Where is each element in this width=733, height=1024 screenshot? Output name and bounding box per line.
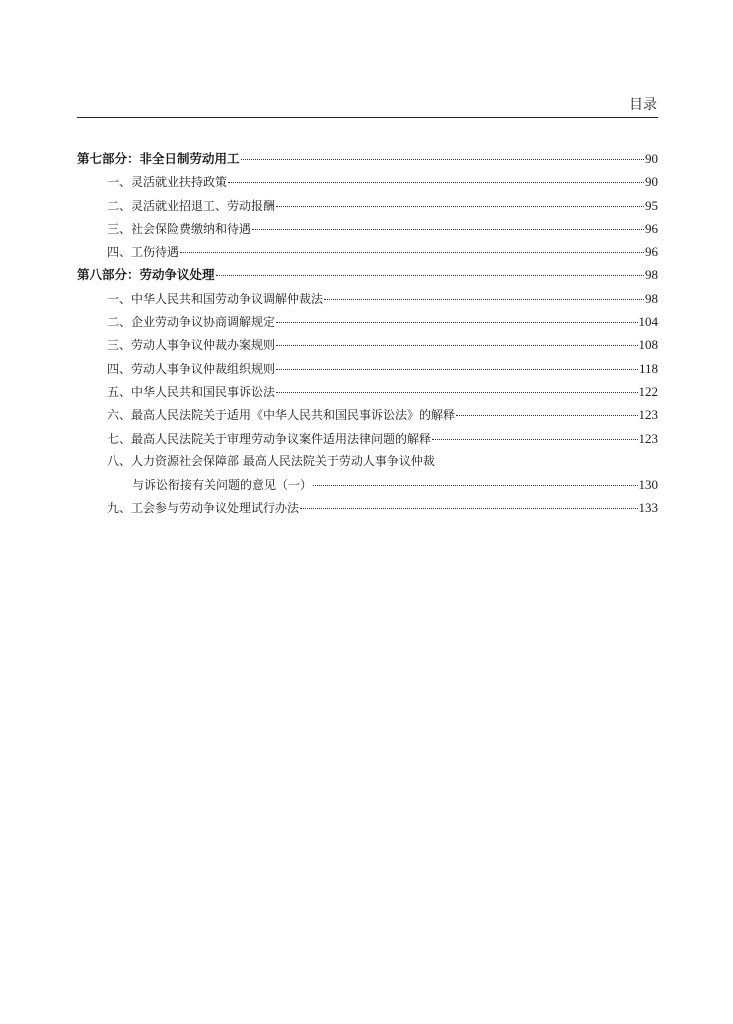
toc-entry-label: 五、中华人民共和国民事诉讼法 — [107, 384, 276, 399]
toc-entry-page: 118 — [638, 360, 658, 376]
toc-entry-page: 123 — [638, 407, 658, 423]
toc-entry-label: 一、中华人民共和国劳动争议调解仲裁法 — [107, 291, 324, 306]
header-rule — [77, 117, 658, 118]
toc-entry-page: 130 — [638, 477, 658, 493]
toc-entry-label: 二、灵活就业招退工、劳动报酬 — [107, 198, 276, 213]
toc-entry-page: 95 — [645, 197, 658, 213]
dot-leader — [216, 275, 644, 276]
toc-entry-label: 三、社会保险费缴纳和待遇 — [107, 221, 252, 236]
toc-entry-label: 第八部分：劳动争议处理 — [77, 267, 215, 283]
toc-entry-page: 96 — [645, 220, 658, 236]
toc-entry-label: 三、劳动人事争议仲裁办案规则 — [107, 338, 276, 353]
toc-entry[interactable] — [77, 217, 658, 240]
dot-leader — [456, 415, 637, 416]
dot-leader — [300, 508, 637, 509]
toc-entry[interactable] — [77, 147, 658, 170]
toc-entry[interactable] — [77, 263, 658, 286]
toc-entry-page: 123 — [638, 430, 658, 446]
toc-entry-label: 六、最高人民法院关于适用《中华人民共和国民事诉讼法》的解释 — [107, 408, 456, 423]
dot-leader — [276, 392, 637, 393]
toc-entry-label: 一、灵活就业扶持政策 — [107, 175, 228, 190]
toc-entry-page: 96 — [645, 244, 658, 260]
toc-entry[interactable] — [77, 333, 658, 356]
toc-entry[interactable] — [77, 194, 658, 217]
toc-entry[interactable] — [77, 380, 658, 403]
toc-entry[interactable] — [77, 450, 658, 473]
dot-leader — [276, 369, 638, 370]
toc-entry[interactable] — [77, 170, 658, 193]
dot-leader — [276, 322, 637, 323]
dot-leader — [276, 345, 637, 346]
dot-leader — [228, 182, 644, 183]
dot-leader — [180, 252, 644, 253]
toc-entry-label: 八、人力资源社会保障部 最高人民法院关于劳动人事争议仲裁 — [107, 453, 435, 468]
page-header-title: 目录 — [629, 97, 657, 113]
toc-entry[interactable] — [77, 403, 658, 426]
dot-leader — [276, 206, 644, 207]
toc-entry-page: 98 — [645, 290, 658, 306]
toc-entry-page: 133 — [638, 500, 658, 516]
toc-entry-page: 104 — [638, 314, 658, 330]
dot-leader — [313, 485, 637, 486]
toc-entry-page: 98 — [645, 267, 658, 283]
toc-entry-continuation[interactable] — [77, 473, 658, 496]
toc-entry-label: 七、最高人民法院关于审理劳动争议案件适用法律问题的解释 — [107, 431, 432, 446]
toc-entry[interactable] — [77, 427, 658, 450]
toc-entry-label: 九、工会参与劳动争议处理试行办法 — [107, 501, 300, 516]
dot-leader — [252, 229, 644, 230]
dot-leader — [432, 439, 637, 440]
toc-entry-label: 第七部分：非全日制劳动用工 — [77, 151, 240, 166]
toc-entry[interactable] — [77, 240, 658, 263]
toc-entry-label: 四、工伤待遇 — [107, 245, 180, 260]
toc-entry-page: 90 — [645, 151, 658, 166]
toc-entry-label: 二、企业劳动争议协商调解规定 — [107, 315, 276, 330]
toc-entry[interactable] — [77, 287, 658, 310]
dot-leader — [324, 299, 644, 300]
toc-entry[interactable] — [77, 310, 658, 333]
dot-leader — [241, 159, 644, 160]
toc-entry-label: 与诉讼衔接有关问题的意见（一） — [132, 478, 313, 493]
toc-entry-page: 90 — [645, 174, 658, 190]
toc-entry[interactable] — [77, 357, 658, 380]
table-of-contents — [77, 147, 658, 520]
toc-entry-label: 四、劳动人事争议仲裁组织规则 — [107, 361, 276, 376]
toc-entry-page: 122 — [638, 383, 658, 399]
toc-entry-page: 108 — [638, 337, 658, 353]
toc-entry[interactable] — [77, 496, 658, 519]
